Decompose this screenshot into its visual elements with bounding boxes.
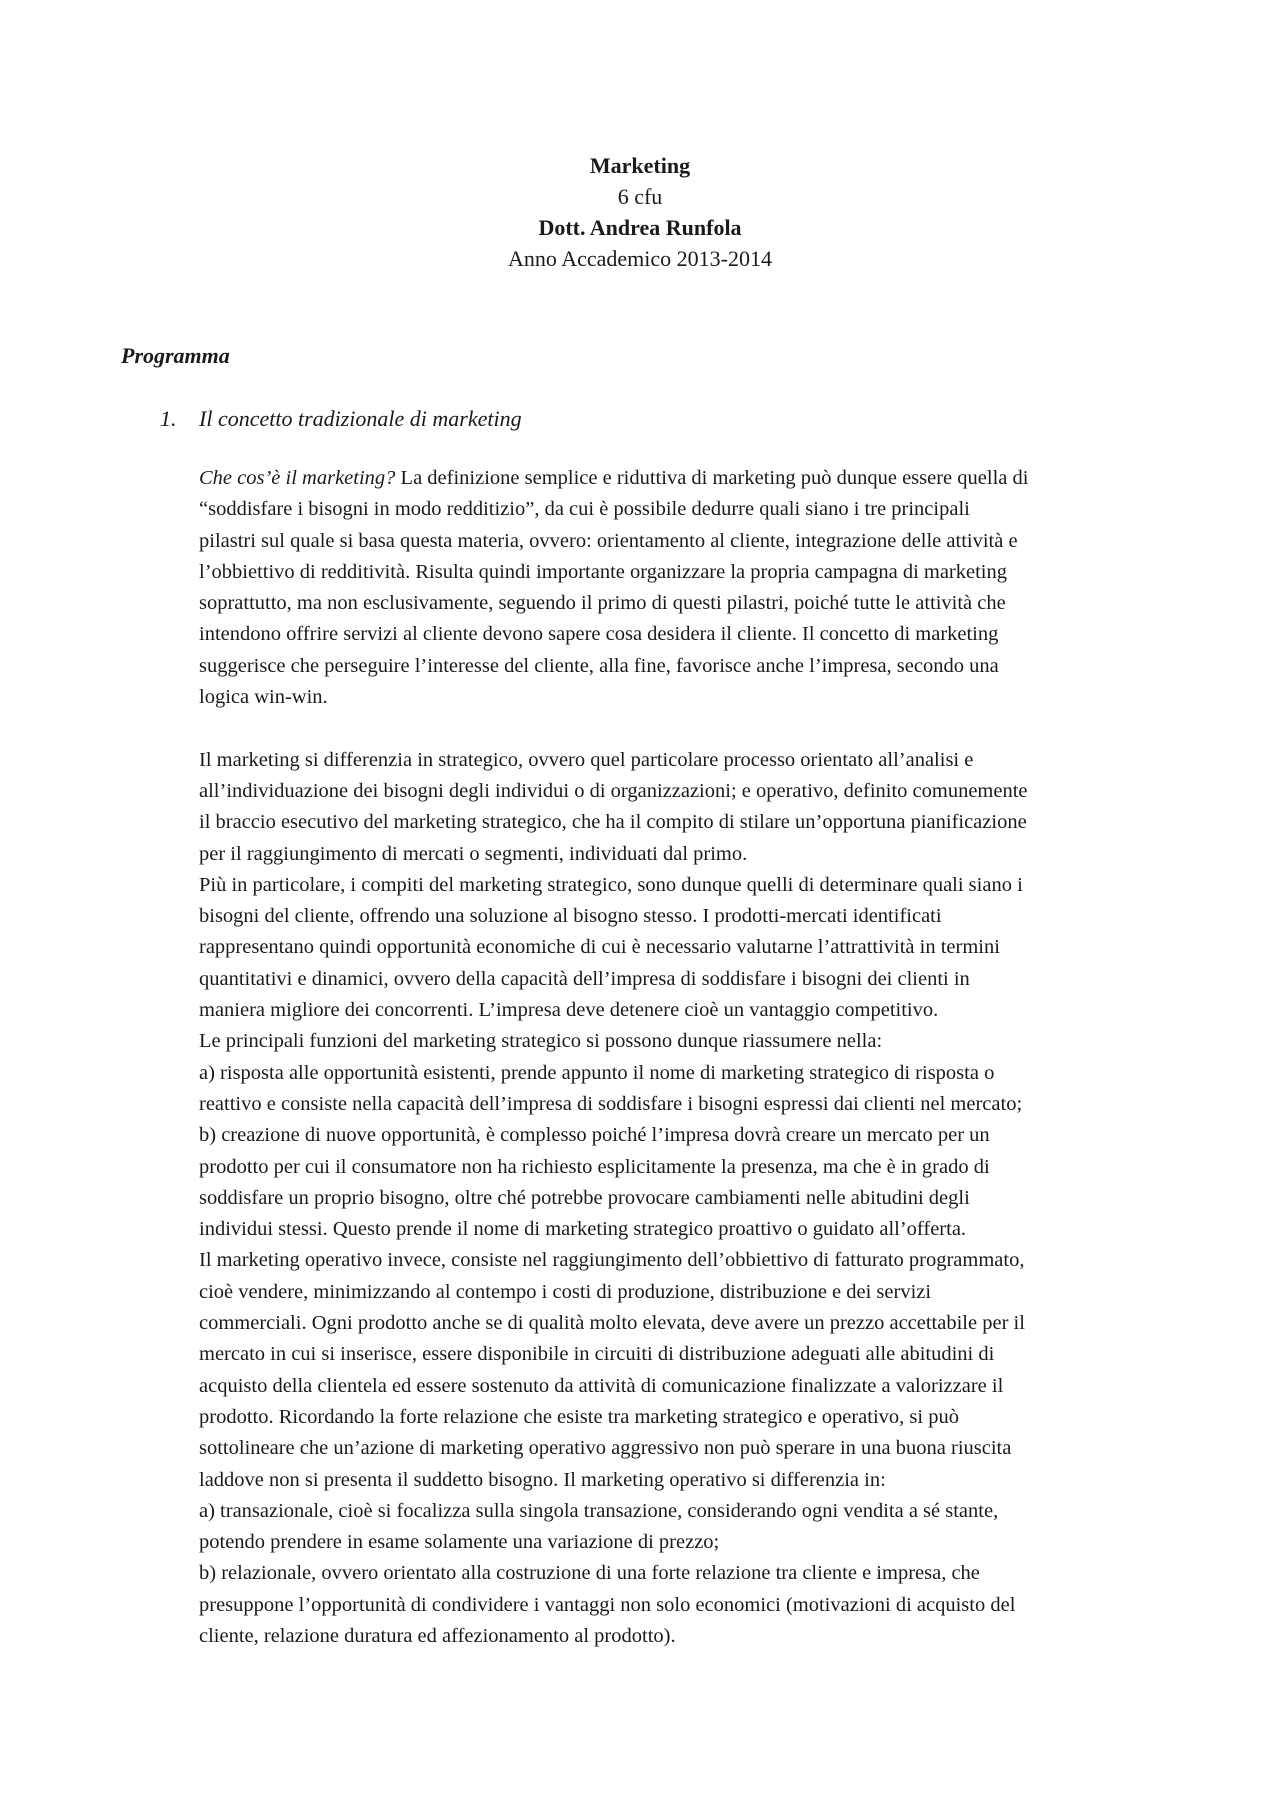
paragraph-line: sottolineare che un’azione di marketing operativo aggressivo non può sperare in una buona riuscita xyxy=(199,1437,1012,1460)
paragraph-line: Più in particolare, i compiti del marketing strategico, sono dunque quelli di determinare quali siano i xyxy=(199,873,1023,896)
paragraph-line: soprattutto, ma non esclusivamente, seguendo il primo di questi pilastri, poiché tutte le attività che xyxy=(199,592,1006,615)
lead-question: Che cos’è il marketing? xyxy=(199,467,396,489)
paragraph-line: mercato in cui si inserisce, essere disponibile in circuiti di distribuzione adeguati alle abitudini di xyxy=(199,1343,995,1366)
paragraph-line: rappresentano quindi opportunità economiche di cui è necessario valutarne l’attrattività in termini xyxy=(199,936,1000,959)
paragraph-line: Il marketing si differenzia in strategico, ovvero quel particolare processo orientato all’analisi e xyxy=(199,748,974,771)
academic-year: Anno Accademico 2013-2014 xyxy=(508,246,772,271)
paragraph-line: commerciali. Ogni prodotto anche se di qualità molto elevata, deve avere un prezzo accettabile per il xyxy=(199,1312,1025,1335)
section-title: Programma xyxy=(121,343,230,368)
list-item-1 xyxy=(160,403,522,434)
paragraph-line: acquisto della clientela ed essere sostenuto da attività di comunicazione finalizzate a valorizzare il xyxy=(199,1374,1004,1397)
paragraph-line: all’individuazione dei bisogni degli individui o di organizzazioni; e operativo, definito comunemente xyxy=(199,779,1028,802)
document-header xyxy=(0,150,1280,274)
document-title: Marketing xyxy=(589,153,691,178)
paragraph-line: intendono offrire servizi al cliente devono sapere cosa desidera il cliente. Il concetto di marketing xyxy=(199,623,999,646)
paragraph-line: b) creazione di nuove opportunità, è complesso poiché l’impresa dovrà creare un mercato per un xyxy=(199,1124,990,1147)
paragraph-line: Le principali funzioni del marketing strategico si possono dunque riassumere nella: xyxy=(199,1030,883,1053)
paragraph-line: a) transazionale, cioè si focalizza sulla singola transazione, considerando ogni vendita a sé stante, xyxy=(199,1499,999,1522)
paragraph-line: reattivo e consiste nella capacità dell’impresa di soddisfare i bisogni espressi dai clienti nel mercato; xyxy=(199,1092,1023,1115)
paragraph-line: l’obbiettivo di redditività. Risulta quindi importante organizzare la propria campagna di marketing xyxy=(199,560,1007,583)
body-text xyxy=(199,463,1159,1652)
paragraph-line: individui stessi. Questo prende il nome di marketing strategico proattivo o guidato all’offerta. xyxy=(199,1218,967,1241)
paragraph-line: “soddisfare i bisogni in modo redditizio”, da cui è possibile dedurre quali siano i tre principali xyxy=(199,498,970,521)
paragraph-line: suggerisce che perseguire l’interesse del cliente, alla fine, favorisce anche l’impresa, secondo una xyxy=(199,654,999,677)
paragraph-line: logica win-win. xyxy=(199,686,328,709)
paragraph-line: quantitativi e dinamici, ovvero della capacità dell’impresa di soddisfare i bisogni dei clienti in xyxy=(199,967,970,990)
paragraph-line: cliente, relazione duratura ed affezionamento al prodotto). xyxy=(199,1624,676,1647)
paragraph-line: bisogni del cliente, offrendo una soluzione al bisogno stesso. I prodotti-mercati identificati xyxy=(199,905,942,928)
paragraph-line: prodotto per cui il consumatore non ha richiesto esplicitamente la presenza, ma che è in grado di xyxy=(199,1155,990,1178)
paragraph-line: Il marketing operativo invece, consiste nel raggiungimento dell’obbiettivo di fatturato programmato, xyxy=(199,1249,1025,1272)
list-item-number: 1. xyxy=(160,406,177,431)
paragraph-line: pilastri sul quale si basa questa materia, ovvero: orientamento al cliente, integrazione delle attività e xyxy=(199,529,1018,552)
paragraph-line: a) risposta alle opportunità esistenti, prende appunto il nome di marketing strategico di risposta o xyxy=(199,1061,995,1084)
paragraph-line-text: La definizione semplice e riduttiva di marketing può dunque essere quella di xyxy=(395,467,1029,489)
paragraph-gap xyxy=(199,713,1159,744)
author: Dott. Andrea Runfola xyxy=(538,215,742,240)
paragraph-line: presuppone l’opportunità di condividere i vantaggi non solo economici (motivazioni di acquisto del xyxy=(199,1593,1016,1616)
paragraph-line: potendo prendere in esame solamente una variazione di prezzo; xyxy=(199,1531,720,1554)
paragraph-line: b) relazionale, ovvero orientato alla costruzione di una forte relazione tra cliente e impresa, che xyxy=(199,1562,980,1585)
paragraph-line: cioè vendere, minimizzando al contempo i costi di produzione, distribuzione e dei servizi xyxy=(199,1280,932,1303)
paragraph-line: maniera migliore dei concorrenti. L’impresa deve detenere cioè un vantaggio competitivo. xyxy=(199,999,939,1022)
paragraph-line: per il raggiungimento di mercati o segmenti, individuati dal primo. xyxy=(199,842,748,865)
paragraph-line xyxy=(199,463,1159,494)
list-item-title: Il concetto tradizionale di marketing xyxy=(199,406,522,431)
paragraph-line: laddove non si presenta il suddetto bisogno. Il marketing operativo si differenzia in: xyxy=(199,1468,886,1491)
paragraph-line: soddisfare un proprio bisogno, oltre ché potrebbe provocare cambiamenti nelle abitudini degli xyxy=(199,1186,970,1209)
credits: 6 cfu xyxy=(617,184,663,209)
paragraph-line: il braccio esecutivo del marketing strategico, che ha il compito di stilare un’opportuna pianificazione xyxy=(199,811,1027,834)
paragraph-line: prodotto. Ricordando la forte relazione che esiste tra marketing strategico e operativo, si può xyxy=(199,1405,959,1428)
